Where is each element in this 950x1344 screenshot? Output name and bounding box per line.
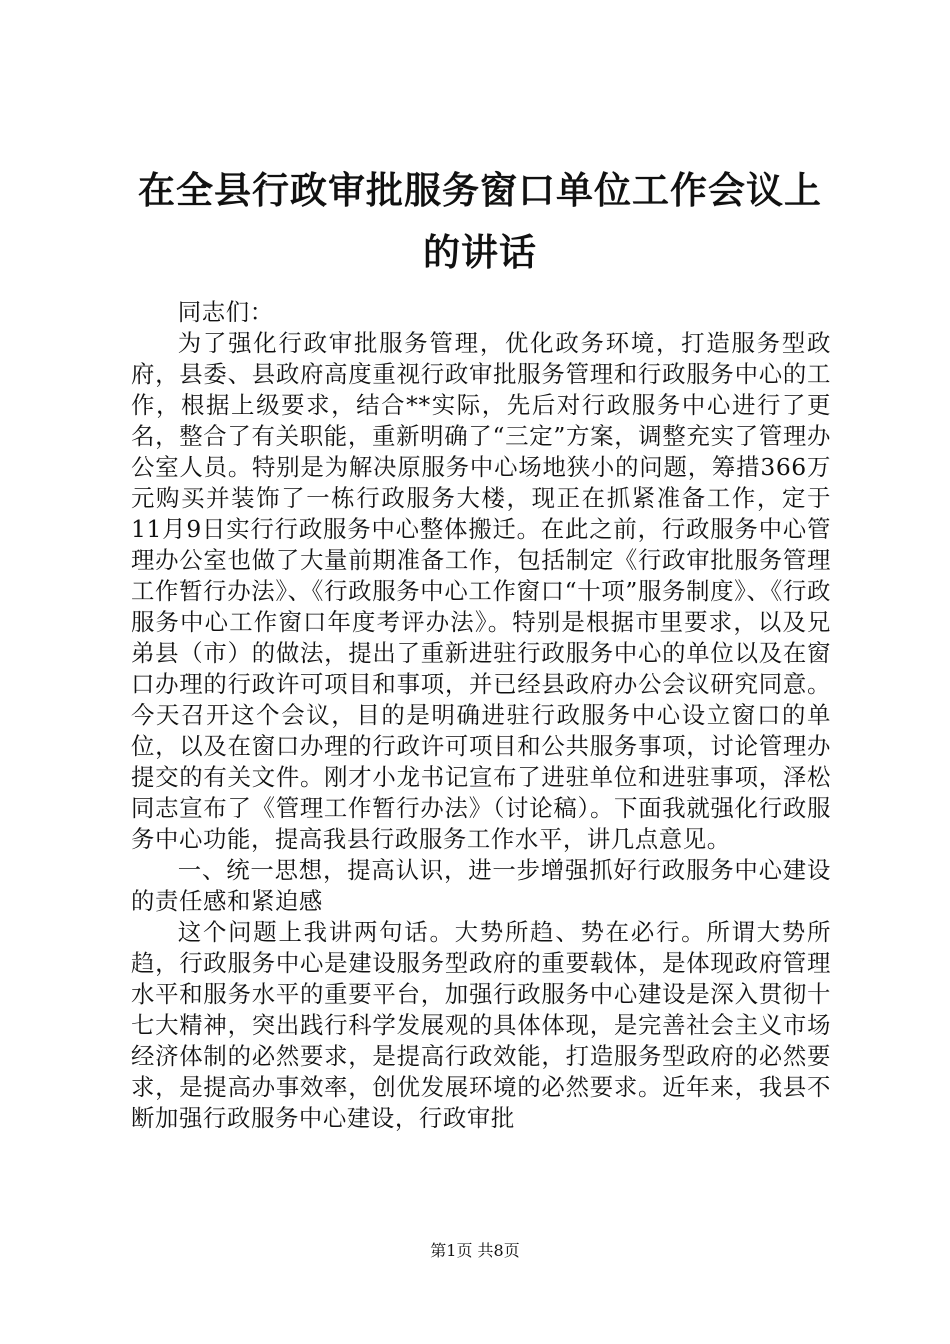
document-title: 在全县行政审批服务窗口单位工作会议上的讲话 [138,169,822,274]
section-heading-1: 一、统一思想，提高认识，进一步增强抓好行政服务中心建设的责任感和紧迫感 [131,856,831,915]
document-body [131,297,831,1134]
salutation: 同志们： [177,298,274,326]
paragraph-intro: 为了强化行政审批服务管理，优化政务环境，打造服务型政府，县委、县政府高度重视行政审批服务管理和行政服务中心的工作，根据上级要求，结合**实际，先后对行政服务中心进行了更名，整合了有关职能，重新明确了“三定”方案，调整充实了管理办公室人员。特别是为解决原服务中心场地狭小的问题，筹措366万元购买并装饰了一栋行政服务大楼，现正在抓紧准备工作，定于11月9日实行行政服务中心整体搬迁。在此之前，行政服务中心管理办公室也做了大量前期准备工作，包括制定《行政审批服务管理工作暂行办法》、《行政服务中心工作窗口“十项”服务制度》、《行政服务中心工作窗口年度考评办法》。特别是根据市里要求，以及兄弟县（市）的做法，提出了重新进驻行政服务中心的单位以及在窗口办理的行政许可项目和事项，并已经县政府办公会议研究同意。今天召开这个会议，目的是明确进驻行政服务中心设立窗口的单位，以及在窗口办理的行政许可项目和公共服务事项，讨论管理办提交的有关文件。刚才小龙书记宣布了进驻单位和进驻事项，泽松同志宣布了《管理工作暂行办法》（讨论稿）。下面我就强化行政服务中心功能，提高我县行政服务工作水平，讲几点意见。 [131,329,831,853]
paragraph-section-1: 这个问题上我讲两句话。大势所趋、势在必行。所谓大势所趋，行政服务中心是建设服务型政府的重要载体，是体现政府管理水平和服务水平的重要平台，加强行政服务中心建设是深入贯彻十七大精神，突出践行科学发展观的具体体现，是完善社会主义市场经济体制的必然要求，是提高行政效能，打造服务型政府的必然要求，是提高办事效率，创优发展环境的必然要求。近年来，我县不断加强行政服务中心建设，行政审批 [131,918,831,1132]
page-footer: 第1页 共8页 [430,1241,520,1260]
